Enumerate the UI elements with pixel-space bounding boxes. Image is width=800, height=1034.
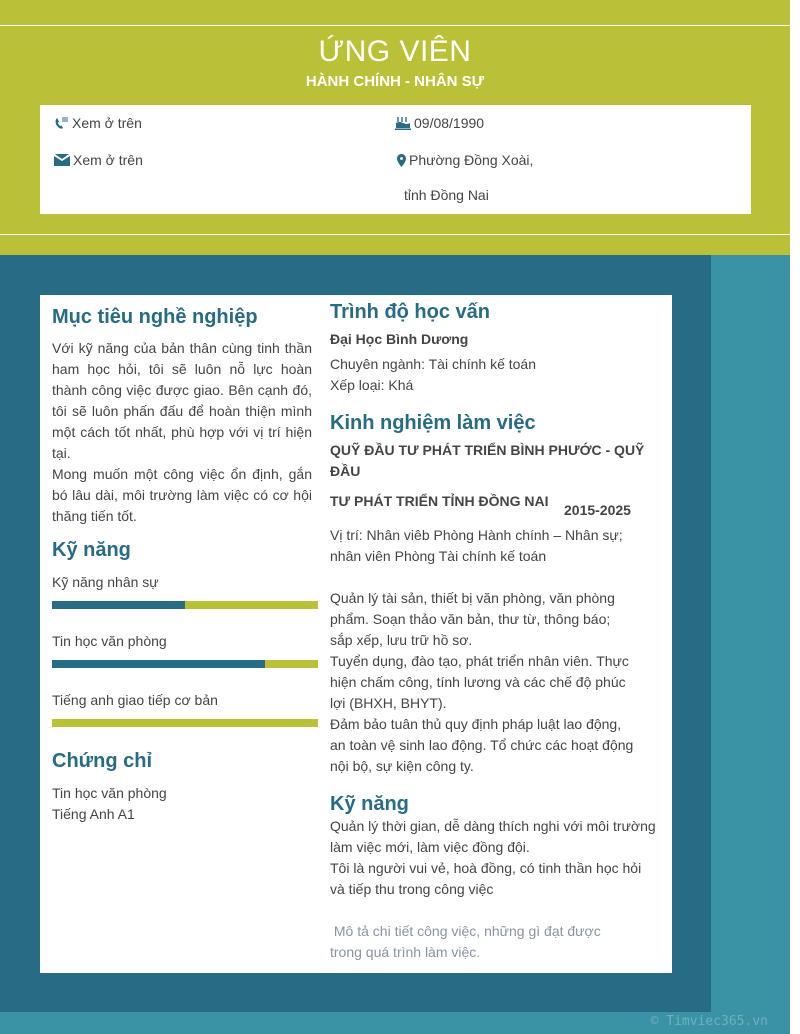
- address-line1: Phường Đồng Xoài,: [409, 152, 534, 168]
- experience-duties: [330, 588, 636, 777]
- certificate-list: [52, 783, 167, 825]
- content-card: [40, 295, 672, 973]
- soft-skill-line: Tôi là người vui vẻ, hoà đồng, có tinh thần học hỏi và tiếp thu trong công việc: [330, 860, 642, 897]
- certificate-item: Tiếng Anh A1: [52, 806, 135, 822]
- cv-header: [0, 0, 790, 255]
- footer: [0, 1012, 790, 1034]
- certificate-item: Tin học văn phòng: [52, 785, 167, 801]
- job-description-placeholder: Mô tả chi tiết công việc, những gì đạt được trong quá trình làm việc.: [330, 923, 605, 960]
- objective-paragraph: Mong muốn một công việc ổn định, gắn bó lâu dài, môi trường làm việc có cơ hội thăng tiến tốt.: [52, 466, 312, 524]
- education-grade: Xếp loại: Khá: [330, 377, 414, 393]
- candidate-position: HÀNH CHÍNH - NHÂN SỰ: [305, 73, 485, 90]
- map-marker-icon: [397, 154, 406, 167]
- contact-phone: [54, 115, 142, 131]
- contact-box: [40, 105, 751, 214]
- address-line2: tỉnh Đồng Nai: [404, 187, 489, 203]
- copyright-text: © Timviec365.vn: [650, 1014, 768, 1029]
- duty-item: Tuyển dụng, đào tạo, phát triển nhân viên. Thực hiện chấm công, tính lương và các chế độ phúc lợi (BHXH, BHYT).: [330, 653, 629, 711]
- skill-label: Tin học văn phòng: [52, 633, 167, 649]
- contact-email: [54, 152, 143, 168]
- candidate-name: ỨNG VIÊN: [318, 35, 472, 68]
- envelope-icon: [54, 154, 70, 166]
- birthday-value: 09/08/1990: [414, 115, 485, 131]
- header-divider-top: [0, 25, 790, 26]
- skill-bar: [52, 660, 318, 668]
- header-divider-bottom: [0, 234, 790, 235]
- skill-bar: [52, 719, 318, 727]
- objective-title: Mục tiêu nghề nghiệp: [52, 306, 258, 328]
- skill-label: Kỹ năng nhân sự: [52, 574, 159, 590]
- side-accent: [711, 255, 790, 1012]
- contact-address-line2: [404, 187, 489, 203]
- birthday-cake-icon: [395, 116, 411, 130]
- soft-skills-text: [330, 816, 658, 900]
- duty-item: Quản lý tài sản, thiết bị văn phòng, văn phòng phẩm. Soạn thảo văn bản, thư từ, thông báo; sắp xếp, lưu trữ hồ sơ.: [330, 590, 615, 648]
- education-title: Trình độ học vấn: [330, 301, 491, 323]
- education-major: Chuyên ngành: Tài chính kế toán: [330, 356, 537, 372]
- skill-bar: [52, 601, 318, 609]
- company-line: TƯ PHÁT TRIỂN TỈNH ĐỒNG NAI: [330, 493, 549, 509]
- experience-title: Kinh nghiệm làm việc: [330, 412, 536, 434]
- experience-period: 2015-2025: [564, 502, 631, 518]
- education-school: Đại Học Bình Dương: [330, 331, 469, 347]
- skills-title: Kỹ năng: [52, 539, 131, 561]
- soft-skill-line: Quản lý thời gian, dễ dàng thích nghi với môi trường làm việc mới, làm việc đồng đội.: [330, 818, 656, 855]
- skill-label: Tiếng anh giao tiếp cơ bản: [52, 692, 218, 708]
- experience-role: Vị trí: Nhân viêb Phòng Hành chính – Nhân sự; nhân viên Phòng Tài chính kế toán: [330, 527, 623, 564]
- objective-text: [52, 338, 312, 527]
- company-line: QUỸ ĐẦU TƯ PHÁT TRIỂN BÌNH PHƯỚC - QUỸ ĐẦU: [330, 442, 645, 479]
- soft-skills-title: Kỹ năng: [330, 793, 409, 815]
- objective-paragraph: Với kỹ năng của bản thân cùng tinh thần ham học hỏi, tôi sẽ luôn nỗ lực hoàn thành công việc được giao. Bên cạnh đó, tôi sẽ luôn phấn đấu để hoàn thiện mình một cách tốt nhất, phù hợp với vị trí hiện tại.: [52, 340, 312, 461]
- phone-icon: [54, 116, 69, 130]
- skill-bar-fill: [52, 601, 185, 609]
- certificates-title: Chứng chỉ: [52, 750, 153, 772]
- phone-value: Xem ở trên: [72, 115, 142, 131]
- email-value: Xem ở trên: [73, 152, 143, 168]
- contact-address: [397, 152, 533, 168]
- skill-bar-fill: [52, 660, 265, 668]
- contact-birthday: [395, 115, 484, 131]
- duty-item: Đảm bảo tuân thủ quy định pháp luật lao động, an toàn vệ sinh lao động. Tổ chức các hoạt động nội bộ, sự kiện công ty.: [330, 716, 634, 774]
